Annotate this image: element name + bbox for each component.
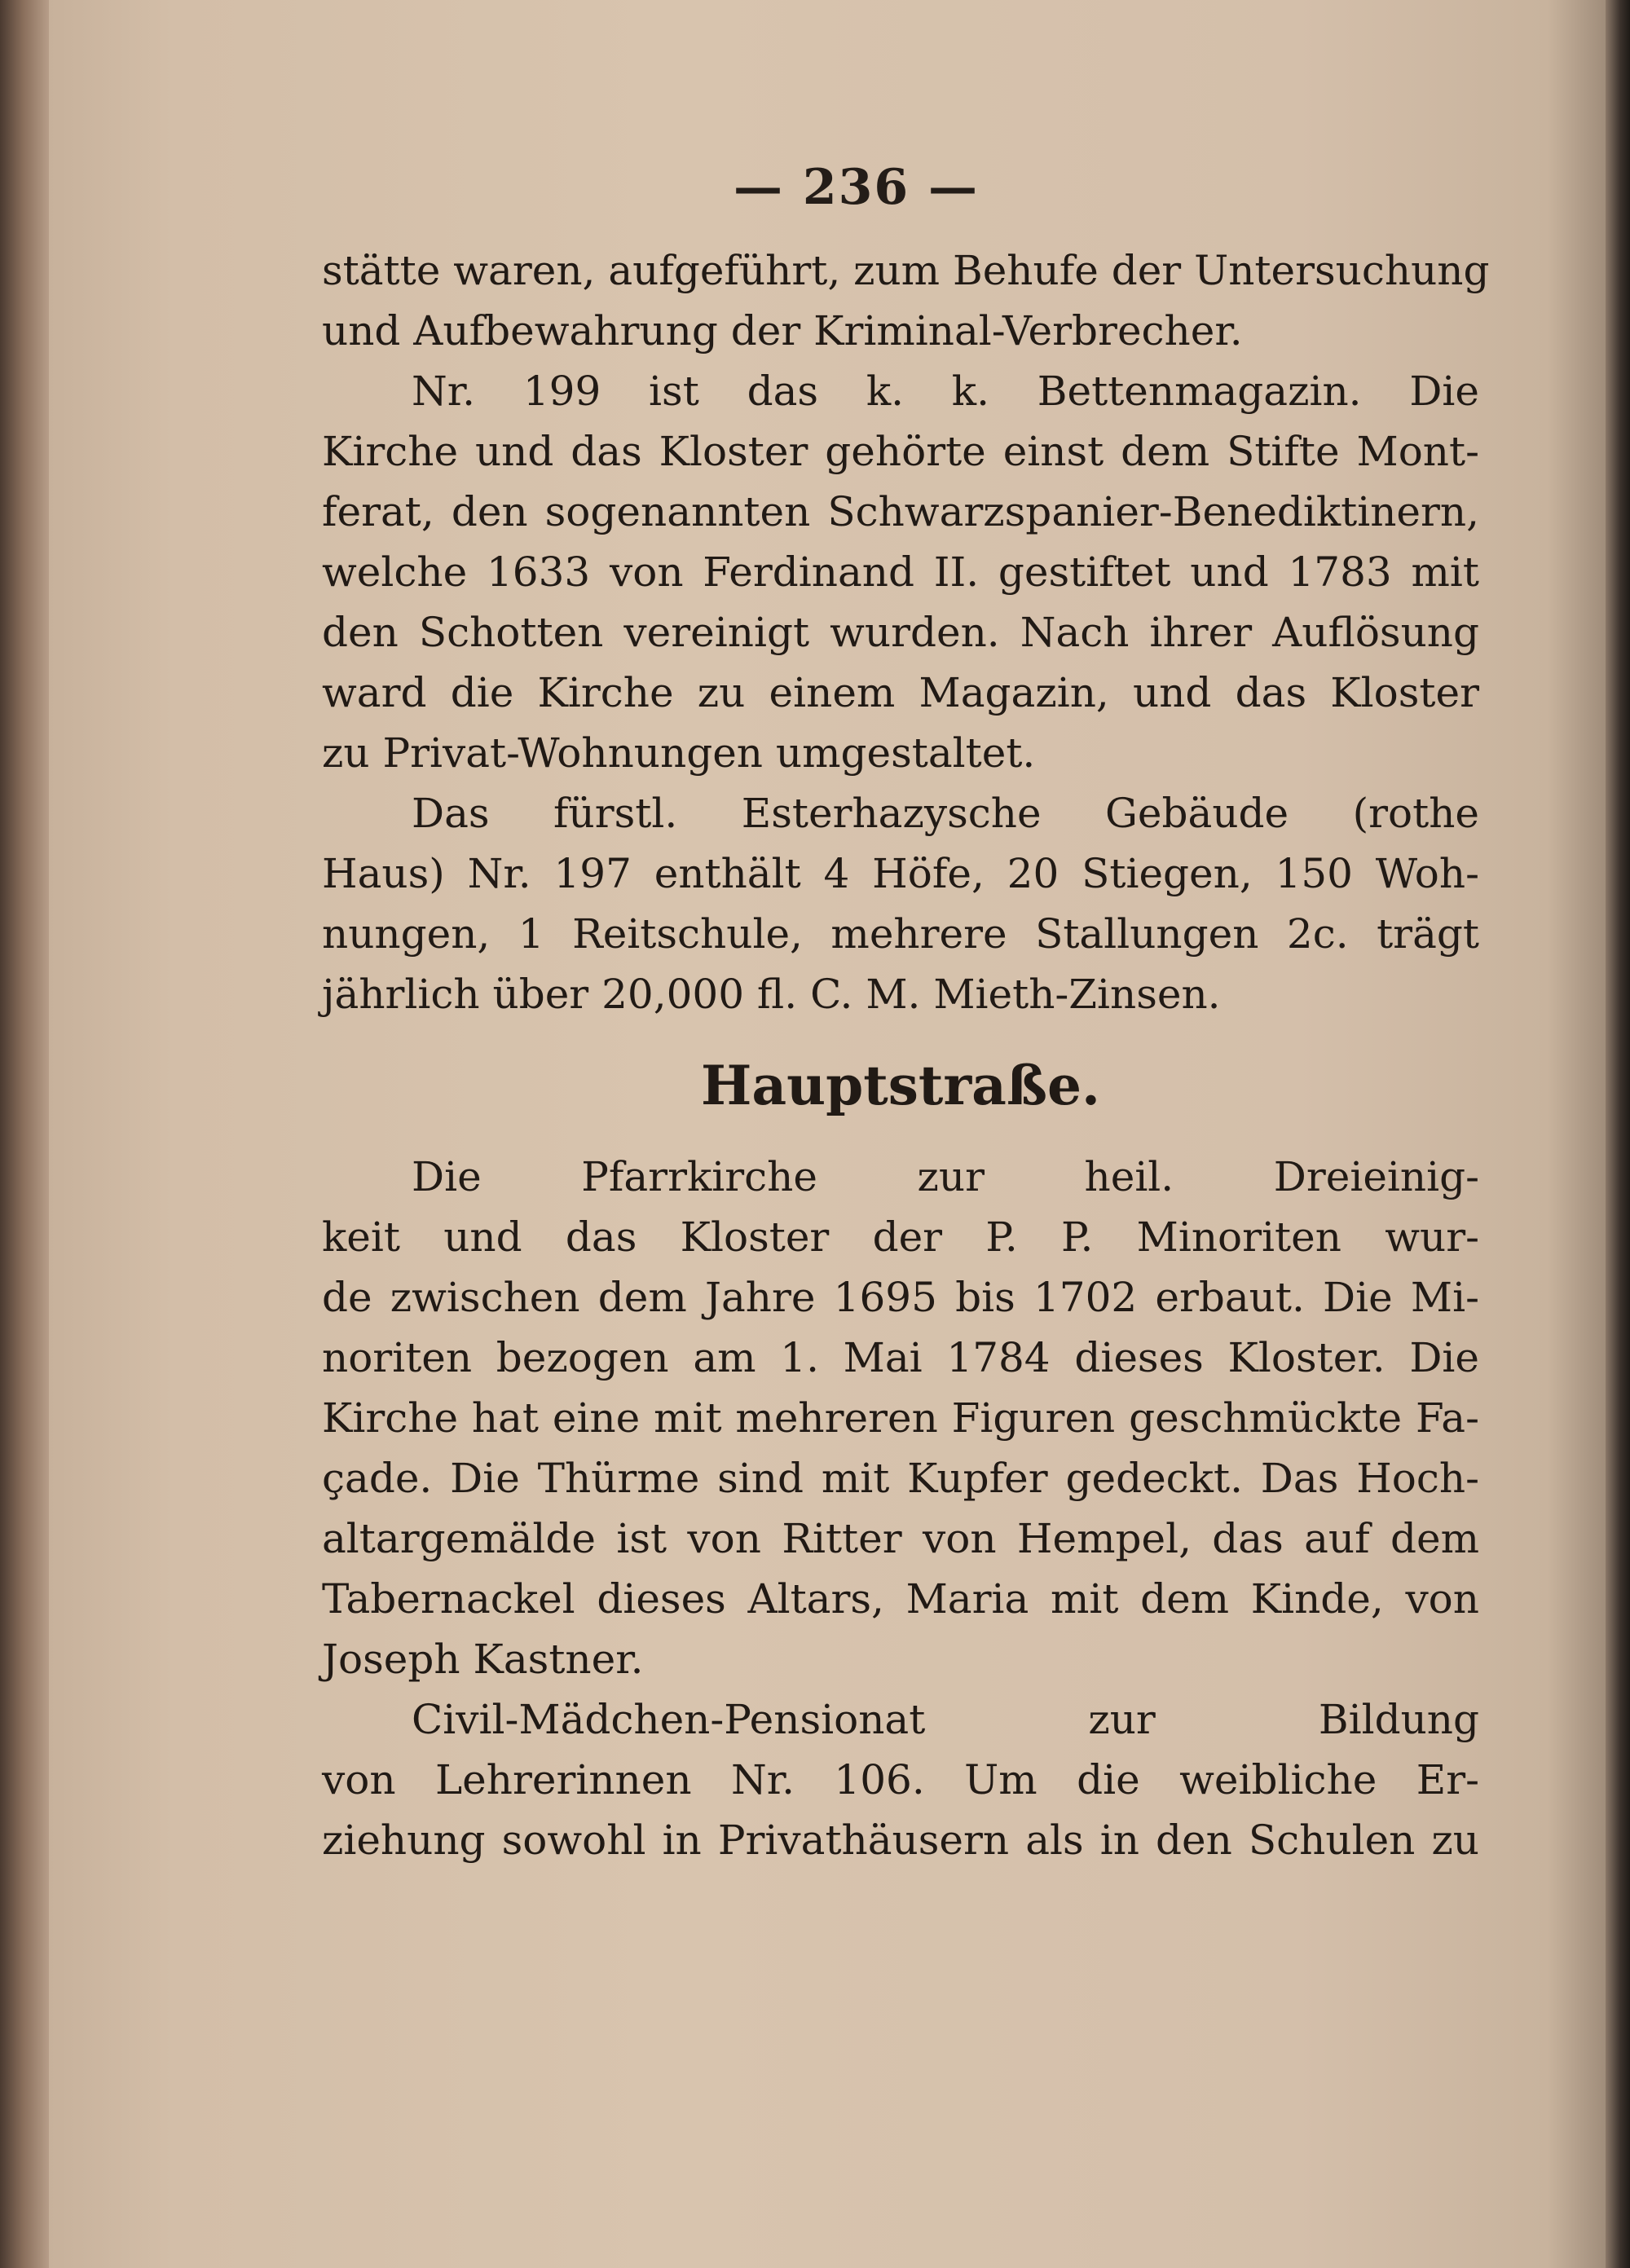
page-right-edge xyxy=(1606,0,1630,2268)
text-line: ward die Kirche zu einem Magazin, und das Kloster xyxy=(322,669,1479,716)
text-line: stätte waren, aufgeführt, zum Behufe der Untersuchung xyxy=(322,247,1490,294)
page-number: — 236 — xyxy=(734,159,980,216)
text-line: ziehung sowohl in Privathäusern als in den Schulen zu xyxy=(322,1817,1479,1864)
text-line: Haus) Nr. 197 enthält 4 Höfe, 20 Stiegen, 150 Woh- xyxy=(322,850,1479,897)
text-line: Das fürstl. Esterhazysche Gebäude (rothe xyxy=(412,790,1479,837)
text-line: Joseph Kastner. xyxy=(322,1636,644,1683)
page-text xyxy=(322,240,1490,1870)
section-heading: Hauptstraße. xyxy=(700,1054,1101,1117)
text-line: keit und das Kloster der P. P. Minoriten wur- xyxy=(322,1213,1479,1261)
text-line: de zwischen dem Jahre 1695 bis 1702 erbaut. Die Mi- xyxy=(322,1274,1479,1321)
text-line: Tabernackel dieses Altars, Maria mit dem Kinde, von xyxy=(322,1575,1479,1623)
paragraph-block-1 xyxy=(322,240,1490,1024)
text-line: Kirche hat eine mit mehreren Figuren geschmückte Fa- xyxy=(322,1394,1479,1442)
text-line: Civil-Mädchen-Pensionat zur Bildung xyxy=(412,1696,1479,1743)
text-line: nungen, 1 Reitschule, mehrere Stallungen 2c. trägt xyxy=(322,910,1479,958)
text-line: çade. Die Thürme sind mit Kupfer gedeckt. Das Hoch- xyxy=(322,1455,1479,1502)
text-line: noriten bezogen am 1. Mai 1784 dieses Kloster. Die xyxy=(322,1334,1479,1381)
text-line: den Schotten vereinigt wurden. Nach ihrer Auflösung xyxy=(322,609,1479,656)
text-line: Kirche und das Kloster gehörte einst dem Stifte Mont- xyxy=(322,428,1479,475)
text-line: welche 1633 von Ferdinand II. gestiftet und 1783 mit xyxy=(322,548,1479,596)
text-line: jährlich über 20,000 fl. C. M. Mieth-Zinsen. xyxy=(322,971,1221,1018)
text-line: Nr. 199 ist das k. k. Bettenmagazin. Die xyxy=(412,368,1479,415)
text-line: von Lehrerinnen Nr. 106. Um die weibliche Er- xyxy=(322,1756,1479,1803)
text-line: ferat, den sogenannten Schwarzspanier-Benediktinern, xyxy=(322,488,1479,535)
text-line: altargemälde ist von Ritter von Hempel, das auf dem xyxy=(322,1515,1479,1562)
text-line: zu Privat-Wohnungen umgestaltet. xyxy=(322,729,1036,777)
text-line: und Aufbewahrung der Kriminal-Verbrecher. xyxy=(322,307,1243,355)
paragraph-block-2 xyxy=(322,1147,1479,1870)
text-line: Die Pfarrkirche zur heil. Dreieinig- xyxy=(412,1153,1479,1200)
